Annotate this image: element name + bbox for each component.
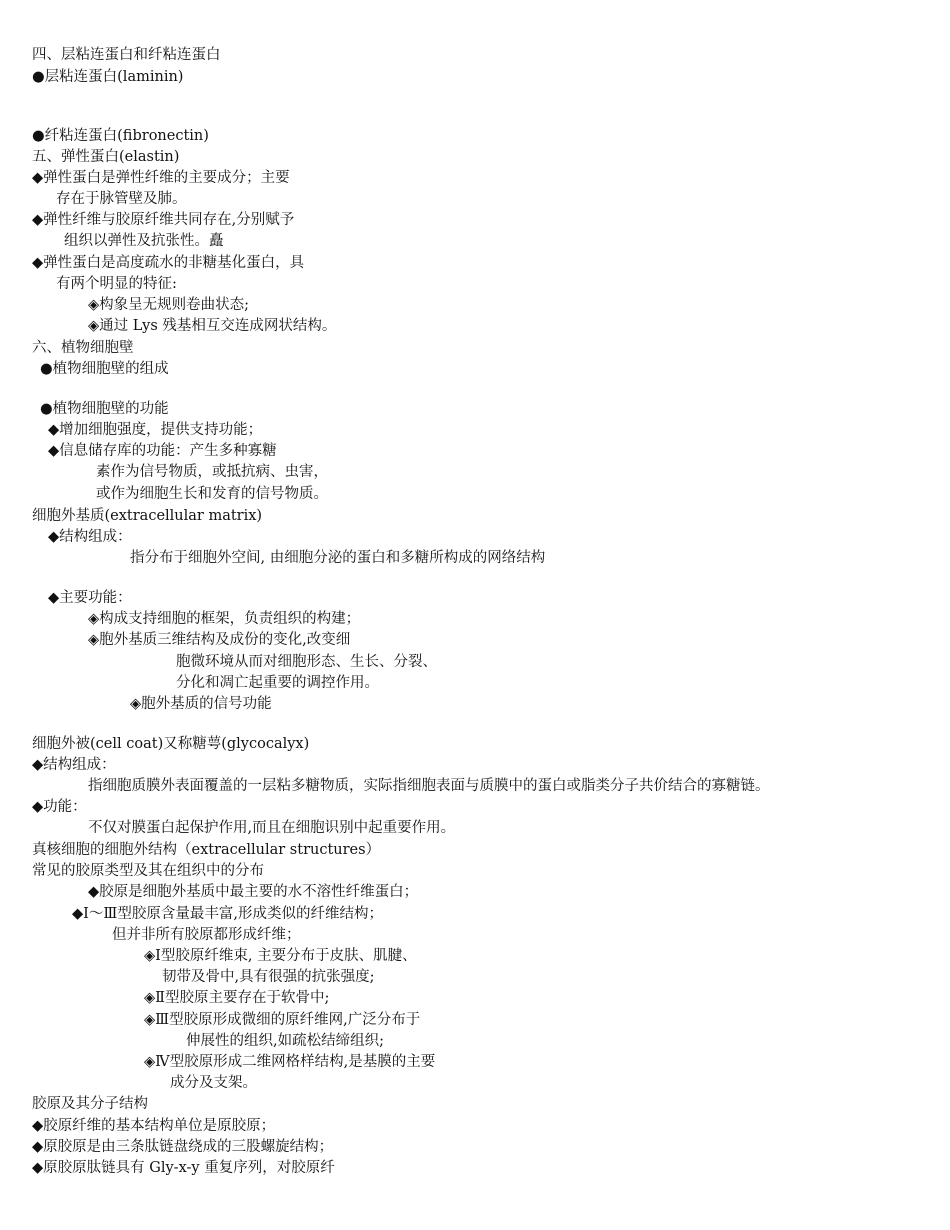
collagen-type-1: ◈Ⅰ型胶原纤维束, 主要分布于皮肤、肌腱、 [144,948,417,964]
heading-plant-cell-wall: 六、植物细胞壁 [32,340,134,356]
elastin-point-2-cont: 组织以弹性及抗张性。矗 [64,233,224,249]
heading-extracellular-matrix: 细胞外基质(extracellular matrix) [32,508,263,524]
heading-collagen-molecular-structure: 胶原及其分子结构 [32,1096,148,1112]
collagen-type-1-cont: 韧带及骨中,具有很强的抗张强度; [162,969,375,985]
cell-coat-function-label: ◆功能： [32,799,87,815]
collagen-type-3-cont: 伸展性的组织,如疏松结缔组织; [186,1033,384,1049]
bullet-cell-wall-function: ●植物细胞壁的功能 [40,401,169,417]
ecm-function-3: ◈胞外基质的信号功能 [130,696,272,712]
collagen-type-4-cont: 成分及支架。 [170,1075,257,1091]
elastin-feature-2: ◈通过 Lys 残基相互交连成网状结构。 [88,318,337,334]
elastin-point-1-cont: 存在于脉管壁及肺。 [56,191,187,207]
cell-wall-function-2: ◆信息储存库的功能：产生多种寡糖 [48,443,277,459]
collagen-structure-point-1: ◆胶原纤维的基本结构单位是原胶原； [32,1118,276,1134]
cell-wall-function-1: ◆增加细胞强度，提供支持功能； [48,422,263,438]
collagen-type-3: ◈Ⅲ型胶原形成微细的原纤维网,广泛分布于 [144,1012,421,1028]
elastin-point-3-cont: 有两个明显的特征: [56,276,177,292]
collagen-type-4: ◈Ⅳ型胶原形成二维网格样结构,是基膜的主要 [144,1054,436,1070]
ecm-structure-label: ◆结构组成： [48,529,132,545]
collagen-point-2-cont: 但并非所有胶原都形成纤维； [112,927,301,943]
collagen-structure-point-3: ◆原胶原肽链具有 Gly-x-y 重复序列，对胶原纤 [32,1160,335,1176]
elastin-point-3: ◆弹性蛋白是高度疏水的非糖基化蛋白，具 [32,255,305,271]
collagen-type-2: ◈Ⅱ型胶原主要存在于软骨中; [144,990,330,1006]
elastin-feature-1: ◈构象呈无规则卷曲状态; [88,297,250,313]
cell-coat-function-text: 不仅对膜蛋白起保护作用,而且在细胞识别中起重要作用。 [88,820,456,836]
cell-wall-function-2-cont-b: 或作为细胞生长和发育的信号物质。 [96,486,328,502]
collagen-structure-point-2: ◆原胶原是由三条肽链盘绕成的三股螺旋结构； [32,1139,334,1155]
bullet-cell-wall-composition: ●植物细胞壁的组成 [40,361,169,377]
ecm-function-2-cont-a: 胞微环境从而对细胞形态、生长、分裂、 [176,654,437,670]
heading-collagen-types: 常见的胶原类型及其在组织中的分布 [32,863,264,879]
heading-extracellular-structures: 真核细胞的细胞外结构（extracellular structures） [32,842,381,858]
cell-coat-structure-label: ◆结构组成： [32,757,116,773]
cell-coat-structure-definition: 指细胞质膜外表面覆盖的一层粘多糖物质，实际指细胞表面与质膜中的蛋白或脂类分子共价结合的寡糖链。 [88,778,770,794]
ecm-function-2-cont-b: 分化和凋亡起重要的调控作用。 [176,675,379,691]
bullet-laminin: ●层粘连蛋白(laminin) [32,69,184,85]
heading-cell-coat: 细胞外被(cell coat)又称糖萼(glycocalyx) [32,736,310,752]
ecm-function-1: ◈构成支持细胞的框架，负责组织的构建； [88,611,361,627]
elastin-point-2: ◆弹性纤维与胶原纤维共同存在,分别赋予 [32,212,295,228]
collagen-point-1: ◆胶原是细胞外基质中最主要的水不溶性纤维蛋白； [88,884,419,900]
collagen-point-2: ◆Ⅰ～Ⅲ型胶原含量最丰富,形成类似的纤维结构； [72,906,383,922]
heading-laminin-fibronectin: 四、层粘连蛋白和纤粘连蛋白 [32,47,221,63]
elastin-point-1: ◆弹性蛋白是弹性纤维的主要成分；主要 [32,170,290,186]
heading-elastin: 五、弹性蛋白(elastin) [32,149,180,165]
bullet-fibronectin: ●纤粘连蛋白(fibronectin) [32,128,209,144]
ecm-structure-definition: 指分布于细胞外空间, 由细胞分泌的蛋白和多糖所构成的网络结构 [130,550,546,566]
ecm-functions-label: ◆主要功能： [48,590,132,606]
cell-wall-function-2-cont-a: 素作为信号物质，或抵抗病、虫害， [96,464,328,480]
ecm-function-2: ◈胞外基质三维结构及成份的变化,改变细 [88,632,351,648]
